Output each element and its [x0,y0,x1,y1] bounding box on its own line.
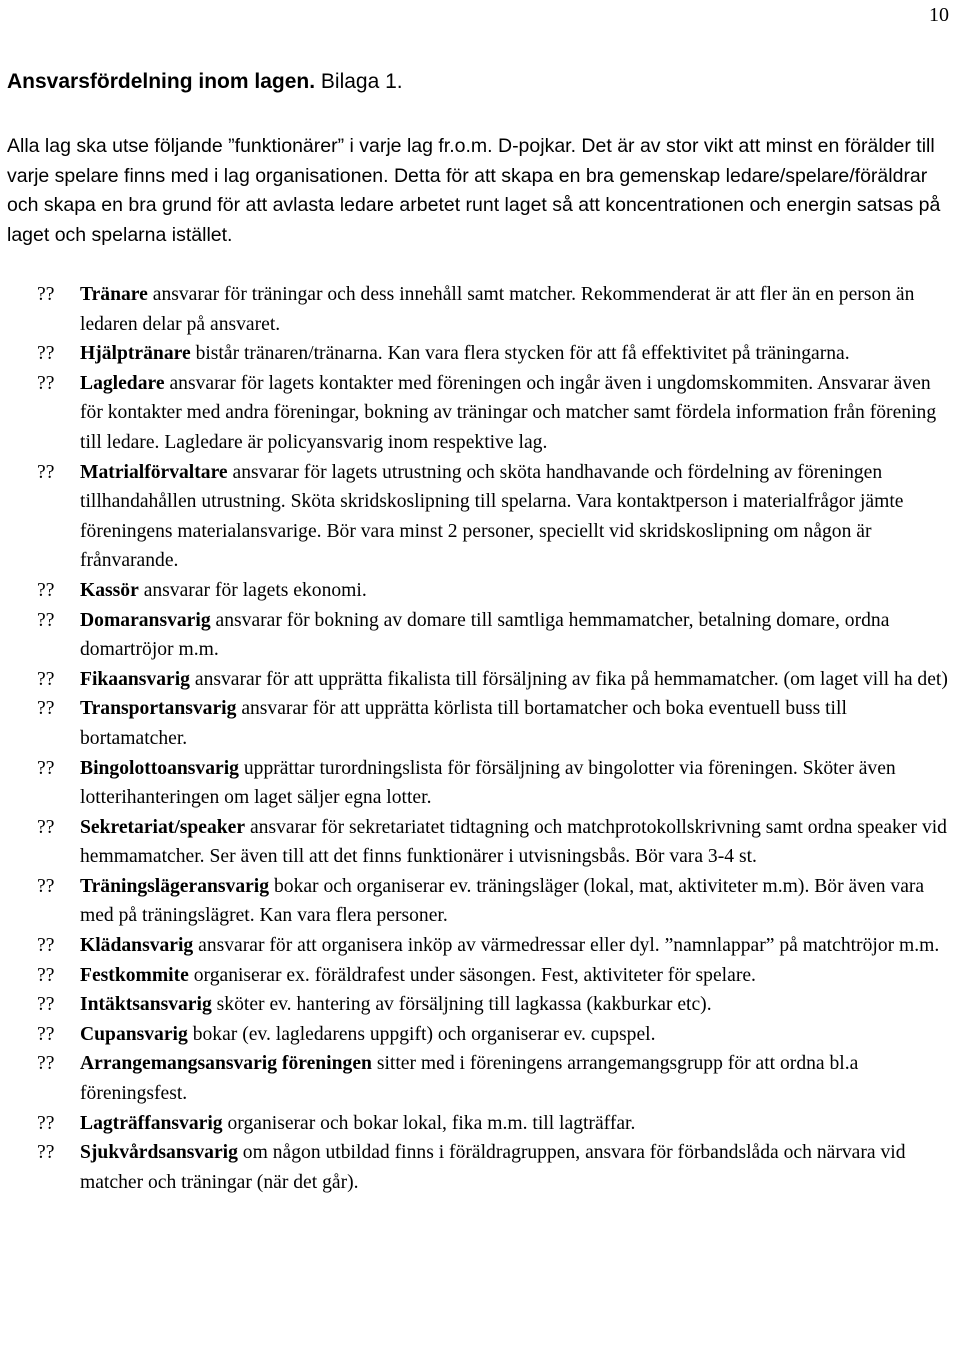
page-title [7,68,403,96]
bullet-marker: ?? [37,816,55,838]
role-description: ansvarar för träningar och dess innehåll samt matcher. Rekommenderat är att fler än en person än ledaren delar på ansvaret. [80,284,915,335]
role-item [7,1020,957,1050]
role-title: Intäktsansvarig [80,994,212,1016]
bullet-marker: ?? [37,1053,55,1075]
role-title: Fikaansvarig [80,668,190,690]
role-title: Sjukvårdsansvarig [80,1142,238,1164]
intro-paragraph: Alla lag ska utse följande ”funktionärer” i varje lag fr.o.m. D-pojkar. Det är av stor vikt att minst en förälder till varje spelare finns med i lag organisationen. Detta för att skapa en bra gemenskap ledare/spelare/föräldrar och skapa en bra grund för att avlasta ledare arbetet runt laget så att koncentrationen och energin satsas på laget och spelarna istället. [7,135,941,246]
role-description: upprättar turordningslista för försäljning av bingolotter via föreningen. Sköter även lotterihanteringen om laget säljer egna lotter. [80,757,896,809]
role-description: ansvarar för sekretariatet tidtagning och matchprotokollskrivning samt ordna speaker vid hemmamatcher. Ser även till att det finns funktionärer i utvisningsbås. Bör vara 3-4 st. [80,816,947,868]
role-description: ansvarar för bokning av domare till samtliga hemmamatcher, betalning domare, ordna domartröjor m.m. [80,609,890,661]
bullet-marker: ?? [37,964,55,986]
role-description: om någon utbildad finns i föräldragruppen, ansvara för förbandslåda och närvara vid matcher och träningar (när det går). [80,1142,906,1193]
bullet-marker: ?? [37,461,55,483]
role-description: ansvarar för att organisera inköp av värmedressar eller dyl. ”namnlappar” på matchtröjor m.m. [198,935,940,957]
role-item [7,754,957,813]
page-title-appendix: Bilaga 1. [320,70,403,93]
bullet-marker: ?? [37,994,55,1016]
role-item [7,606,957,665]
role-description: organiserar ex. föräldrafest under säsongen. Fest, aktiviteter för spelare. [193,964,756,986]
role-item [7,1138,957,1197]
role-description: bokar och organiserar ev. träningsläger (lokal, mat, aktiviteter m.m). Bör även vara med på träningslägret. Kan vara flera personer. [80,875,925,927]
bullet-marker: ?? [37,757,55,779]
role-item [7,458,957,576]
role-item [7,694,957,753]
page-title-main: Ansvarsfördelning inom lagen. [7,70,316,93]
role-title: Hjälptränare [80,343,191,365]
role-description: sköter ev. hantering av försäljning till lagkassa (kakburkar etc). [216,994,712,1016]
role-title: Domaransvarig [80,609,211,631]
role-title: Cupansvarig [80,1023,188,1045]
bullet-marker: ?? [37,343,55,365]
role-description: ansvarar för att upprätta körlista till bortamatcher och boka eventuell buss till bortamatcher. [80,698,847,749]
bullet-marker: ?? [37,935,55,957]
role-title: Lagträffansvarig [80,1112,223,1134]
role-title: Sekretariat/speaker [80,816,246,838]
bullet-marker: ?? [37,372,55,394]
role-item [7,1109,957,1139]
role-item [7,339,957,369]
role-item [7,1049,957,1108]
role-title: Bingolottoansvarig [80,757,239,779]
role-description: ansvarar för lagets kontakter med föreningen och ingår även i ungdomskommiten. Ansvarar även för kontakter med andra föreningar, bokning av träningar och matcher samt fördela information från förening till ledare. Lagledare är policyansvarig inom respektive lag. [80,372,937,453]
role-title: Klädansvarig [80,935,194,957]
role-item [7,931,957,961]
role-item [7,369,957,458]
role-title: Transportansvarig [80,698,237,720]
role-title: Träningslägeransvarig [80,875,270,897]
role-title: Festkommite [80,964,189,986]
role-item [7,280,957,339]
role-title: Matrialförvaltare [80,461,228,483]
role-item [7,961,957,991]
bullet-marker: ?? [37,579,55,601]
role-description: bistår tränaren/tränarna. Kan vara flera stycken för att få effektivitet på träningarna. [195,343,850,365]
role-description: organiserar och bokar lokal, fika m.m. till lagträffar. [227,1112,636,1134]
role-item [7,576,957,606]
role-description: ansvarar för att upprätta fikalista till försäljning av fika på hemmamatcher. (om laget vill ha det) [194,668,948,690]
bullet-marker: ?? [37,1142,55,1164]
role-title: Kassör [80,579,139,601]
bullet-marker: ?? [37,1023,55,1045]
role-title: Tränare [80,284,148,305]
role-description: ansvarar för lagets utrustning och sköta handhavande och fördelning av föreningen tillhandahållen utrustning. Sköta skridskoslipning till spelarna. Vara kontaktperson i materialfrågor jämte föreningens materialansvarige. Bör vara minst 2 personer, speciellt vid skridskoslipning om någon är frånvarande. [80,461,904,572]
role-item [7,813,957,872]
role-description: ansvarar för lagets ekonomi. [143,579,367,601]
page-number: 10 [929,4,949,26]
role-description: sitter med i föreningens arrangemangsgrupp för att ordna bl.a föreningsfest. [80,1053,859,1105]
role-title: Arrangemangsansvarig föreningen [80,1053,372,1075]
role-item [7,990,957,1020]
bullet-marker: ?? [37,1112,55,1134]
role-title: Lagledare [80,372,165,394]
bullet-marker: ?? [37,609,55,631]
bullet-marker: ?? [37,698,55,720]
bullet-marker: ?? [37,668,55,690]
roles-list [7,280,957,1197]
role-item [7,872,957,931]
bullet-marker: ?? [37,284,55,305]
role-description: bokar (ev. lagledarens uppgift) och organiserar ev. cupspel. [192,1023,656,1045]
bullet-marker: ?? [37,875,55,897]
role-item [7,665,957,695]
